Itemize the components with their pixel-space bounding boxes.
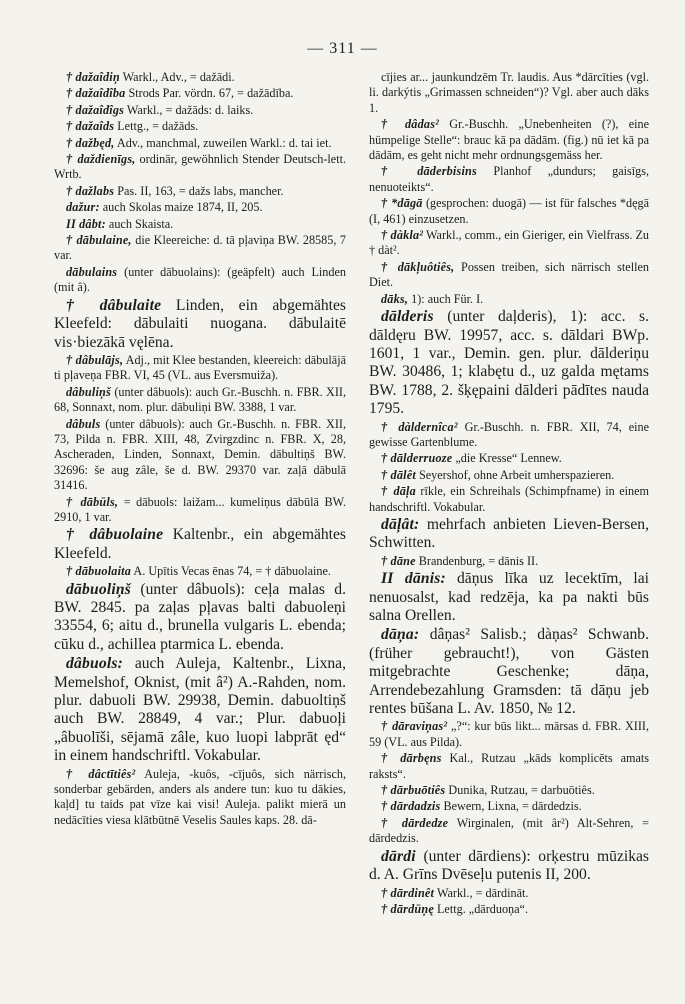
entry-text: (unter dābuolains): (geäpfelt) auch Linden (mit â). (54, 264, 346, 295)
entry-headword: dāņa: (381, 626, 420, 644)
dictionary-entry (54, 417, 346, 494)
entry-text: dāņus līka uz lecektīm, lai nenuosalst, kad redzēja, ka pa nakti būs salna Orellen. (369, 570, 649, 624)
entry-text: Pas. II, 163, = dažs labs, mancher. (117, 183, 284, 198)
entry-text: cījies ar... jaunkundzēm Tr. laudis. Aus *dārcīties (vgl. li. darkýtis „Grimassen schneiden“)? Vgl. aber auch dāks 1. (369, 70, 649, 115)
entry-text: Warkl., = dažāds: d. laiks. (126, 102, 254, 117)
entry-headword: † dâbulaite (66, 296, 162, 314)
entry-text: Possen treiben, sich närrisch stellen Diet. (369, 259, 649, 290)
entry-text: auch Skolas maize 1874, II, 205. (102, 200, 263, 215)
dictionary-entry (369, 799, 649, 814)
dictionary-entry (54, 119, 346, 134)
entry-text: Lettg. „dārduoņa“. (436, 901, 529, 916)
entry-headword: † dārbęns (381, 751, 442, 766)
dictionary-entry (54, 217, 346, 232)
entry-headword: † dažaîdiņ (66, 70, 120, 84)
entry-headword: † dākļuôtiês, (381, 259, 455, 274)
entry-headword: dābulains (66, 264, 118, 279)
dictionary-entry (369, 451, 649, 466)
dictionary-entry (369, 70, 649, 116)
entry-headword: † dālêt (381, 467, 416, 482)
dictionary-entry (54, 655, 346, 765)
entry-text: Wirginalen, (mit âr²) Alt-Sehren, = dārdedzis. (369, 815, 649, 846)
dictionary-entry (54, 767, 346, 829)
dictionary-entry (54, 265, 346, 296)
entry-text: Seyershof, ohne Arbeit umherspazieren. (418, 467, 615, 482)
dictionary-entry (54, 233, 346, 264)
entry-headword: dâbuliņš (66, 384, 111, 399)
entry-text: Kal., Rutzau „kāds komplicēts amats raksts“. (369, 751, 649, 781)
entry-text: Brandenburg, = dānis II. (418, 553, 539, 568)
entry-text: ordinär, gewöhnlich Stender Deutsch-lett. Wrtb. (54, 152, 347, 182)
entry-headword: † dāderbisins (381, 164, 477, 179)
entry-text: Warkl., = dārdināt. (436, 885, 529, 900)
entry-headword: † dažaîds (66, 119, 115, 134)
entry-headword: † dažaîdîgs (66, 102, 125, 117)
dictionary-entry (369, 164, 649, 195)
dictionary-entry (54, 297, 346, 352)
entry-headword: † daždienīgs, (66, 152, 136, 167)
dictionary-entry (369, 196, 649, 227)
entry-text: 1): auch Für. I. (411, 291, 484, 306)
dictionary-entry (369, 848, 649, 885)
entry-headword: † dābūls, (66, 494, 119, 509)
entry-text: (gesprochen: duogā) — ist für falsches *dęgā (I, 461) einzusetzen. (369, 196, 649, 226)
entry-headword: † dâbuolaine (66, 526, 164, 544)
entry-text: Planhof „dundurs; gaisīgs, nenuoteikts“. (369, 164, 649, 194)
dictionary-entry (369, 570, 649, 625)
dictionary-entry (54, 86, 346, 101)
entry-text: = dābuols: laižam... kumeliņus dābūlā BW. 2910, 1 var. (54, 494, 346, 524)
dictionary-entry (54, 152, 346, 183)
dictionary-entry (369, 308, 649, 418)
dictionary-entry (54, 385, 346, 416)
entry-headword: † dàkla² (381, 228, 424, 243)
dictionary-entry (54, 495, 346, 526)
dictionary-entry (54, 184, 346, 199)
dictionary-entry (369, 626, 649, 718)
dictionary-entry (54, 353, 346, 384)
entry-headword: dālderis (381, 308, 434, 326)
entry-headword: † dārdinêt (381, 885, 435, 900)
dictionary-entry (369, 816, 649, 847)
dictionary-entry (369, 228, 649, 259)
dictionary-entry (369, 117, 649, 163)
dictionary-entry (369, 902, 649, 917)
entry-text: „?“: kur būs likt... mārsas d. FBR. XIII, 59 (VL. aus Pilda). (369, 719, 649, 749)
entry-text: Bewern, Lixna, = dārdedzis. (443, 799, 582, 814)
dictionary-entry (54, 564, 346, 579)
entry-text: Gr.-Buschh. „Unebenheiten (?), eine hümpelige Stelle“: brauc kā pa dādām. (fig.) nū iet kā pa dādām, es geht nicht mehr ordnungsgemäss her. (369, 117, 650, 163)
entry-headword: dâbuols: (66, 655, 124, 673)
entry-headword: † dažlabs (66, 183, 115, 198)
entry-headword: † dàldernîca² (381, 419, 458, 434)
entry-headword: † *dāgā (381, 196, 423, 211)
entry-text: Warkl., comm., ein Gieriger, ein Vielfrass. Zu † dàt². (369, 228, 650, 258)
entry-headword: II dānis: (381, 570, 446, 588)
dictionary-entry (54, 70, 346, 85)
dictionary-entry (54, 526, 346, 563)
entry-text: rīkle, ein Schreihals (Schimpfname) in einem handschriftl. Vokabular. (369, 484, 650, 514)
entry-headword: † dābuolaita (66, 564, 132, 579)
entry-text: die Kleereiche: d. tā pļaviņa BW. 28585, 7 var. (54, 233, 347, 263)
dictionary-entry (369, 420, 649, 451)
entry-text: mehrfach anbieten Lieven-Bersen, Schwitten. (369, 515, 649, 552)
entry-headword: † dārdūņę (381, 901, 434, 916)
entry-text: (unter daļderis), 1): acc. s. dāldęru BW. 19957, acc. s. dāldari BWp. 1601, 1 var., Demin. gen. plur. dālderiņu BW. 30486, 1; klabętu d., uz galda mętams BW. 1788, 2. šķępaini dālderi pādītes nauda 1795. (369, 308, 649, 418)
entry-headword: † dārdedze (381, 815, 449, 830)
entry-text: Kaltenbr., ein abgemähtes Kleefeld. (54, 526, 346, 562)
entry-text: A. Upītis Vecas ēnas 74, = † dābuolaine. (133, 564, 331, 579)
entry-headword: † dāļa (381, 484, 416, 499)
entry-headword: † dažbęd, (66, 135, 115, 150)
entry-headword: dābuoliņš (66, 580, 132, 598)
entry-headword: dārdi (381, 847, 416, 865)
entry-text: Gr.-Buschh. n. FBR. XII, 74, eine gewisse Gartenblume. (369, 419, 650, 449)
entry-text: Warkl., Adv., = dažādi. (122, 70, 235, 84)
dictionary-entry (369, 719, 649, 750)
entry-headword: dâbuls (66, 416, 101, 431)
entry-text: Adj., mit Klee bestanden, kleereich: dābulājā ti pļaveņa FBR. VI, 45 (VL. aus Eversmuiža). (54, 352, 346, 383)
entry-text: (unter dâbuols): auch Gr.-Buschh. n. FBR. XII, 68, Sonnaxt, nom. plur. dābuliņi BW. 3388, 1 var. (54, 384, 346, 415)
entry-headword: † dālderruoze (381, 451, 453, 466)
dictionary-entry (369, 783, 649, 798)
entry-headword: † dažaîdîba (66, 86, 126, 101)
entry-text: Lettg., = dažāds. (117, 119, 199, 134)
entry-headword: † dārbuōtiês (381, 783, 446, 798)
entry-text: dâņas² Salisb.; dàņas² Schwanb. (früher gebraucht!), von Gästen mitgebrachte Geschenke; dāņa, Arrendebezahlung Gramsden: tā dāņu jeb rentes būšana L. Av. 1850, № 12. (369, 626, 649, 718)
dictionary-entry (369, 260, 649, 291)
entry-headword: II dâbt: (66, 216, 106, 231)
dictionary-entry (369, 468, 649, 483)
entry-text: „die Kresse“ Lennew. (455, 451, 562, 466)
entry-headword: † dāraviņas² (381, 719, 448, 734)
entry-text: Dunika, Rutzau, = darbuōtiês. (448, 783, 595, 798)
entry-headword: † dārdadzis (381, 799, 441, 814)
entry-text: (unter dārdiens): orķestru mūzikas d. A. Grīns Dvēseļu putenis II, 200. (369, 847, 649, 884)
dictionary-entry (369, 484, 649, 515)
dictionary-entry (369, 751, 649, 782)
dictionary-entry (369, 554, 649, 569)
page-number: — 311 — (307, 40, 378, 57)
entry-text: Linden, ein abgemähtes Kleefeld: dābulaiti nuogana. dābulaitē vis·biezākā vęlēna. (54, 296, 346, 351)
dictionary-entry (369, 516, 649, 553)
entry-text: Adv., manchmal, zuweilen Warkl.: d. tai iet. (116, 135, 332, 150)
dictionary-entry (54, 200, 346, 215)
entry-headword: † dābulaine, (66, 233, 132, 248)
right-column (369, 70, 649, 918)
entry-text: (unter dâbuols): ceļa malas d. BW. 2845. pa zaļas pļavas balti dabuoleņi 33554, 6; aitu d., brunella vulgaris L. ebenda; cūku d., achillea ptarmica L. ebenda. (54, 580, 346, 653)
entry-headword: dažur: (66, 200, 100, 215)
entry-headword: dāks, (381, 291, 409, 306)
dictionary-entry (54, 103, 346, 118)
entry-text: Strods Par. vördn. 67, = dažādība. (128, 86, 294, 101)
entry-headword: † dâctītiês² (66, 766, 136, 781)
entry-headword: † dāne (381, 553, 416, 568)
entry-text: Auleja, -kuôs, -cījuôs, sich närrisch, sonderbar gebärden, anders als andere tun: kuo tu dākies, kaļd] tu taids pat vīze kai visi! Auleja. palikt mierā un nedācīties viesa klātbūtnē Veselis Saules kaps. 28. dā- (54, 766, 347, 827)
dictionary-entry (54, 581, 346, 655)
dictionary-entry (369, 886, 649, 901)
left-column (54, 70, 346, 829)
entry-headword: † dâdas² (381, 117, 439, 132)
entry-text: (unter dâbuols): auch Gr.-Buschh. n. FBR. XII, 73, Pilda n. FBR. XIII, 48, Zvirgzdinc n. FBR. X, 28, Ascheraden, Linden, Sonnaxt, Demin. dābultiņš BW. 32696: še aug zâle, še d. BW. 29370 var. zaļā dābulā 31416. (54, 416, 347, 493)
dictionary-entry (369, 292, 649, 307)
entry-text: auch Auleja, Kaltenbr., Lixna, Memelshof, Oknist, (mit â²) A.-Rahden, nom. plur. dabuoli BW. 29938, Demin. dabuoltiņš auch BW. 28849, 4 var.; Plur. dabuoļi „âbuolīši, sējamā zâle, kuo luopi labprāt ęd“ in einem handschriftl. Vokabular. (54, 655, 346, 765)
dictionary-entry (54, 136, 346, 151)
entry-headword: dāļât: (381, 515, 420, 533)
entry-text: auch Skaista. (108, 216, 174, 231)
entry-headword: † dâbulājs, (66, 352, 124, 367)
